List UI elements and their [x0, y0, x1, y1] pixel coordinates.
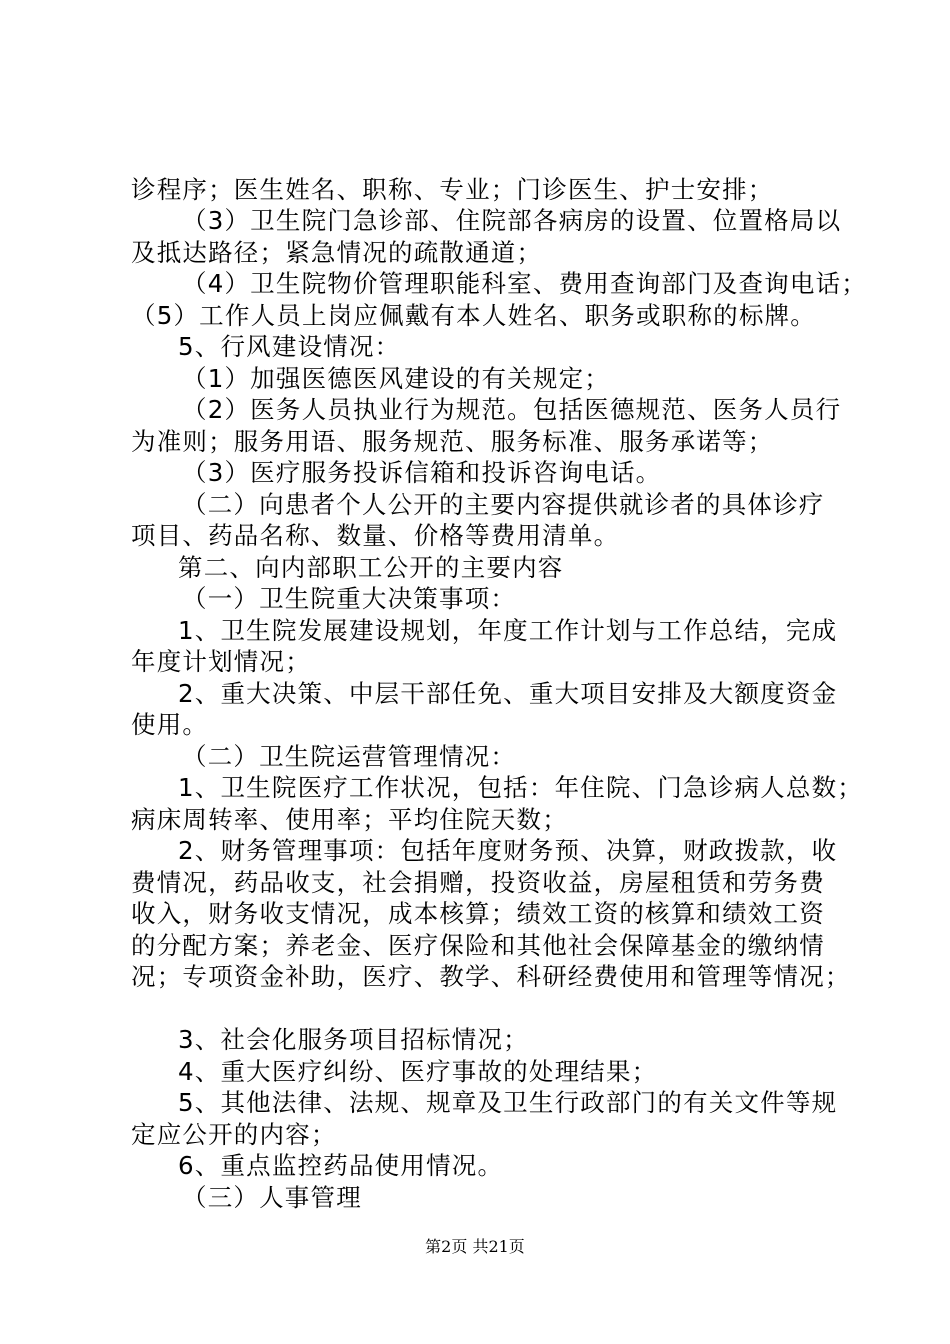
text-line: 1、卫生院医疗工作状况，包括：年住院、门急诊病人总数； [178, 773, 863, 802]
text-line: 及抵达路径；紧急情况的疏散通道； [131, 238, 543, 267]
text-line: （三）人事管理 [182, 1183, 362, 1212]
text-line: 定应公开的内容； [131, 1120, 337, 1149]
text-line: （4）卫生院物价管理职能科室、费用查询部门及查询电话； [182, 269, 867, 298]
text-line: （2）医务人员执业行为规范。包括医德规范、医务人员行 [182, 395, 842, 424]
text-line: 2、重大决策、中层干部任免、重大项目安排及大额度资金 [178, 679, 838, 708]
text-line: 项目、药品名称、数量、价格等费用清单。 [131, 521, 620, 550]
text-line: （1）加强医德医风建设的有关规定； [182, 364, 610, 393]
text-line: （二）卫生院运营管理情况： [182, 742, 517, 771]
text-line: 3、社会化服务项目招标情况； [178, 1025, 529, 1054]
text-line: 5、其他法律、法规、规章及卫生行政部门的有关文件等规 [178, 1088, 838, 1117]
text-line: 的分配方案；养老金、医疗保险和其他社会保障基金的缴纳情 [131, 931, 825, 960]
text-line: 使用。 [131, 710, 209, 739]
text-line: 诊程序；医生姓名、职称、专业；门诊医生、护士安排； [131, 175, 774, 204]
text-line: 况；专项资金补助，医疗、教学、科研经费使用和管理等情况； [131, 962, 851, 991]
text-line: 2、财务管理事项：包括年度财务预、决算，财政拨款，收 [178, 836, 838, 865]
text-line: 收入，财务收支情况，成本核算；绩效工资的核算和绩效工资 [131, 899, 825, 928]
text-line: （3）卫生院门急诊部、住院部各病房的设置、位置格局以 [182, 206, 842, 235]
text-line: （3）医疗服务投诉信箱和投诉咨询电话。 [182, 458, 662, 487]
text-line: 费情况，药品收支，社会捐赠，投资收益，房屋租赁和劳务费 [131, 868, 825, 897]
text-line: （一）卫生院重大决策事项： [182, 584, 517, 613]
text-line: 病床周转率、使用率；平均住院天数； [131, 805, 568, 834]
text-line: 为准则；服务用语、服务规范、服务标准、服务承诺等； [131, 427, 774, 456]
text-line: （二）向患者个人公开的主要内容提供就诊者的具体诊疗 [182, 490, 825, 519]
text-line: 5、行风建设情况： [178, 332, 401, 361]
text-line: 年度计划情况； [131, 647, 311, 676]
text-line: 1、卫生院发展建设规划，年度工作计划与工作总结，完成 [178, 616, 838, 645]
text-line: 6、重点监控药品使用情况。 [178, 1151, 504, 1180]
text-line: （5）工作人员上岗应佩戴有本人姓名、职务或职称的标牌。 [131, 301, 816, 330]
section-heading: 第二、向内部职工公开的主要内容 [178, 553, 564, 582]
text-line: 4、重大医疗纠纷、医疗事故的处理结果； [178, 1057, 658, 1086]
page-footer: 第2页 共21页 [425, 1237, 525, 1256]
